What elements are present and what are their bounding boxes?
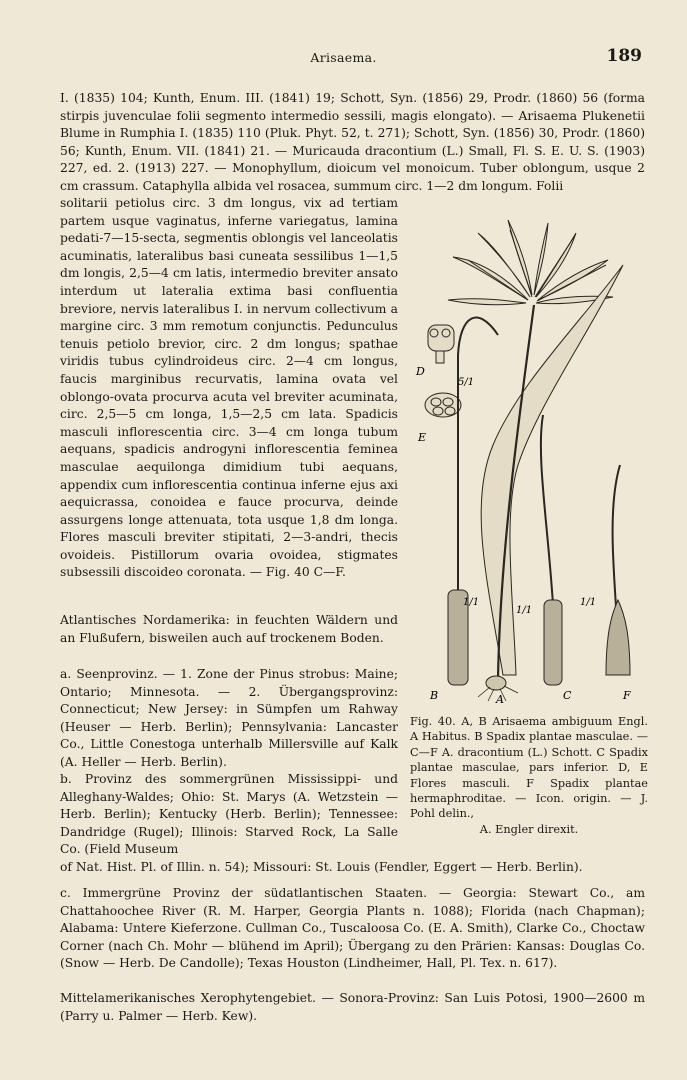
- male-flower-detail-e: [425, 393, 461, 417]
- figure-label-b: B: [430, 689, 439, 702]
- figure-scale-3: 1/1: [580, 597, 597, 608]
- leaf-fan-drawing: [448, 220, 613, 305]
- paragraph-xerophyten: Mittelamerikanisches Xerophytengebiet. — Sonora-Provinz: San Luis Potosi, 1900—2600 m (Parry u. Palmer — Herb. Kew).: [60, 991, 645, 1023]
- male-flower-detail-d: [428, 325, 454, 363]
- figure-40-illustration: [408, 205, 658, 705]
- figure-label-f: F: [623, 689, 631, 702]
- paragraph-description: solitarii petiolus circ. 3 dm longus, vix ad tertiam partem usque vaginatus, inferne variegatus, lamina pedati-7—15-secta, segmentis oblongis vel lanceolatis acuminatis, lateralibus basi cuneata sessilibus 1—1,5 dm longis, 2,5—4 cm latis, intermedio breviter ansato interdum ut lateralia extima basi confluentia breviore, nervis lateralibus I. in nervum collectivum a margine circ. 3 mm remotum conjunctis. Pedunculus tenuis petiolo brevior, circ. 2 dm longus; spathae viridis tubus cylindroideus circ. 2—4 cm longus, faucis marginibus recurvatis, lamina ovata vel oblongo-ovata procurva acuta vel breviter acuminata, circ. 2,5—5 cm longa, 1,5—2,5 cm lata. Spadicis masculi inflorescentia circ. 3—4 cm longa tubum aequans, spadicis androgyni inflorescentia feminea masculae aequilonga dimidium tubi aequans, appendix cum inflorescentia continua inferne ejus axi aequicrassa, conoidea e fauce procurva, deinde assurgens longe attenuata, tota usque 1,8 dm longa. Flores masculi breviter stipitati, 2—3-andri, thecis ovoideis. Pistillorum ovaria ovoidea, stigmates subsessili discoideo coronata. — Fig. 40 C—F.: [60, 196, 398, 580]
- figure-scale-2: 1/1: [516, 605, 533, 616]
- spadix-c-drawing: [541, 415, 562, 685]
- spadix-f-drawing: [606, 465, 630, 675]
- paragraph-synonymy: I. (1835) 104; Kunth, Enum. III. (1841) 19; Schott, Syn. (1856) 29, Prodr. (1860) 56 (forma stirpis juvenculae folii segmento intermedio sessili, magis elongato). — Arisaema Plukenetii Blume in Rumphia I. (1835) 110 (Pluk. Phyt. 52, t. 271); Schott, Syn. (1856) 30, Prodr. (1860) 56; Kunth, Enum. VII. (1841) 21. — Muricauda dracontium (L.) Small, Fl. S. E. U. S. (1903) 227, ed. 2. (1913) 227. — Monophyllum, dioicum vel monoicum. Tuber oblongum, usque 2 cm crassum. Cataphylla albida vel rosacea, summum circ. 1—2 dm longum. Folii: [60, 91, 645, 193]
- figure-label-a: A: [496, 693, 504, 705]
- figure-caption-text: Fig. 40. A, B Arisaema ambiguum Engl. A Habitus. B Spadix plantae masculae. — C—F A. dracontium (L.) Schott. C Spadix plantae masculae, pars inferior. D, E Flores masculi. F Spadix plantae hermaphroditae. — Icon. origin. — J. Pohl delin.,: [410, 715, 648, 821]
- figure-label-e: E: [418, 431, 427, 444]
- paragraph-mississippi-cont: of Nat. Hist. Pl. of Illin. n. 54); Missouri: St. Louis (Fendler, Eggert — Herb. Berlin).: [60, 860, 583, 874]
- running-head: Arisaema.: [310, 50, 377, 65]
- figure-scale-1: 1/1: [463, 597, 480, 608]
- figure-label-c: C: [563, 689, 572, 702]
- figure-scale-d: 5/1: [458, 377, 475, 388]
- paragraph-distribution: Atlantisches Nordamerika: in feuchten Wäldern und an Flußufern, bisweilen auch auf trockenem Boden.: [60, 613, 398, 645]
- figure-label-d: D: [416, 365, 425, 378]
- figure-caption-credit: A. Engler direxit.: [479, 822, 579, 836]
- paragraph-mississippi: b. Provinz des sommergrünen Mississippi- und Alleghany-Waldes; Ohio: St. Marys (A. Wetzstein — Herb. Berlin); Kentucky (Herb. Berlin); Tennessee: Dandridge (Rugel); Illinois: Starved Rock, La Salle Co. (Field Museum: [60, 772, 398, 857]
- page-number: 189: [606, 46, 642, 66]
- paragraph-seenprovinz: a. Seenprovinz. — 1. Zone der Pinus strobus: Maine; Ontario; Minnesota. — 2. Übergangsprovinz: Connecticut; New Jersey: in Sümpfen um Rahway (Heuser — Herb. Berlin); Pennsylvania: Lancaster Co., Little Conestoga unterhalb Millersville auf Kalk (A. Heller — Herb. Berlin).: [60, 667, 398, 769]
- figure-caption: [410, 714, 648, 837]
- plant-drawing: [408, 205, 658, 705]
- paragraph-suedatlantisch: c. Immergrüne Provinz der südatlantischen Staaten. — Georgia: Stewart Co., am Chattahoochee River (R. M. Harper, Georgia Plants n. 1088); Florida (nach Chapman); Alabama: Untere Kieferzone. Cullman Co., Tuscaloosa Co. (E. A. Smith), Clarke Co., Choctaw Corner (nach Ch. Mohr — blühend im April); Übergang zu den Prärien: Kansas: Douglas Co. (Snow — Herb. De Candolle); Texas Houston (Lindheimer, Hall, Pl. Tex. n. 617).: [60, 886, 645, 971]
